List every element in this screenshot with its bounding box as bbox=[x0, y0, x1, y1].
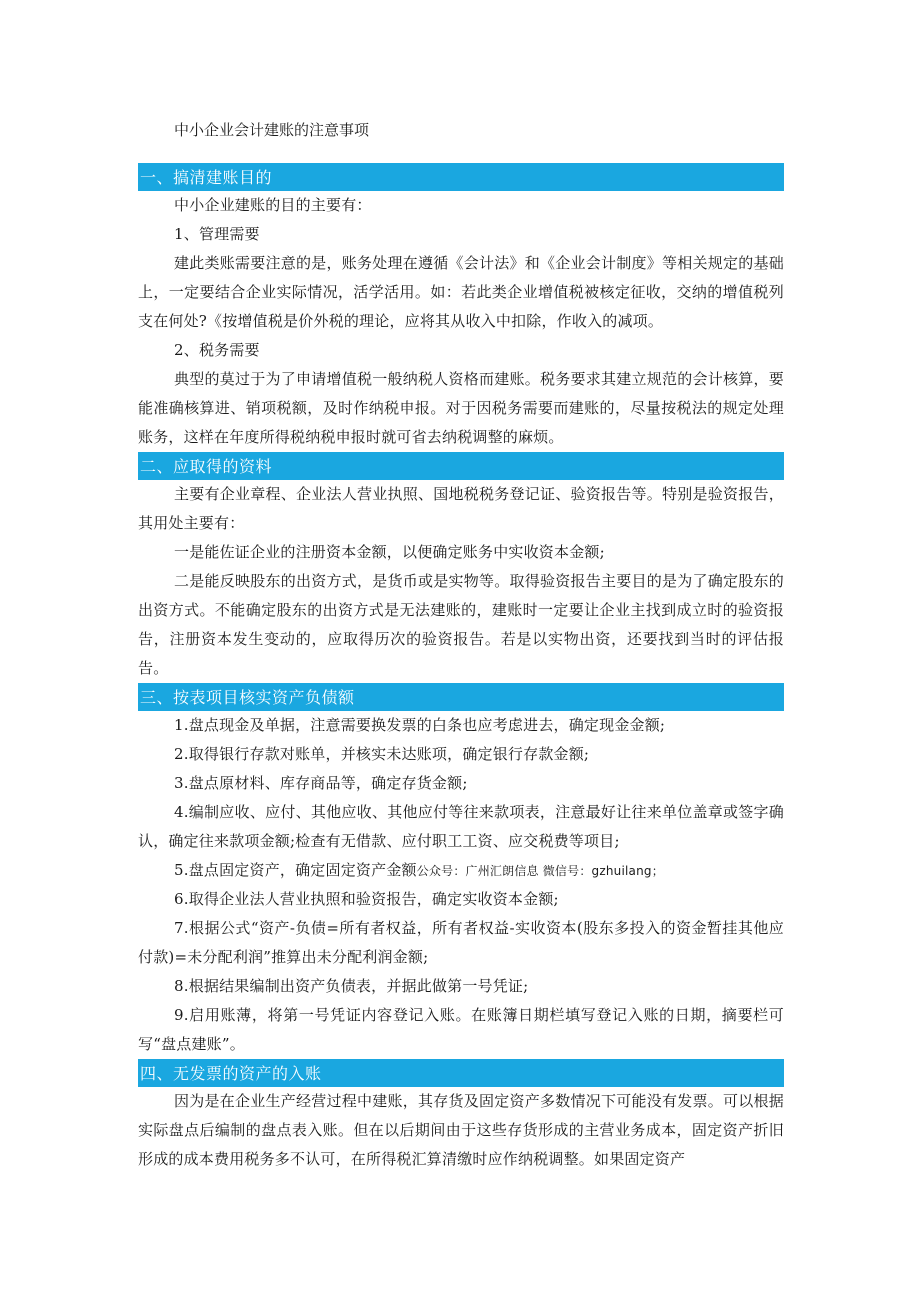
paragraph: 建此类账需要注意的是，账务处理在遵循《会计法》和《企业会计制度》等相关规定的基础上，一定要结合企业实际情况，活学活用。如：若此类企业增值税被核定征收，交纳的增值税列支在何处?《按增值税是价外税的理论，应将其从收入中扣除，作收入的减项。 bbox=[138, 254, 784, 330]
paragraph: 典型的莫过于为了申请增值税一般纳税人资格而建账。税务要求其建立规范的会计核算，要能准确核算进、销项税额，及时作纳税申报。对于因税务需要而建账的，尽量按税法的规定处理账务，这样在年度所得税纳税申报时就可省去纳税调整的麻烦。 bbox=[138, 370, 784, 446]
list-item: 6.取得企业法人营业执照和验资报告，确定实收资本金额; bbox=[174, 890, 559, 908]
document-title: 中小企业会计建账的注意事项 bbox=[174, 121, 370, 139]
paragraph: 一是能佐证企业的注册资本金额，以便确定账务中实收资本金额; bbox=[174, 543, 605, 561]
list-item: 1.盘点现金及单据，注意需要换发票的白条也应考虑进去，确定现金金额; bbox=[174, 716, 666, 734]
inline-note: 公众号：广州汇朗信息 微信号：gzhuilang； bbox=[416, 864, 664, 878]
paragraph: 主要有企业章程、企业法人营业执照、国地税税务登记证、验资报告等。特别是验资报告，其用处主要有： bbox=[138, 485, 784, 532]
list-item bbox=[138, 856, 784, 885]
list-item: 9.启用账薄，将第一号凭证内容登记入账。在账簿日期栏填写登记入账的日期，摘要栏可写“盘点建账”。 bbox=[138, 1006, 784, 1053]
list-item: 7.根据公式“资产-负债=所有者权益，所有者权益-实收资本(股东多投入的资金暂挂其他应付款)=未分配利润”推算出未分配利润金额; bbox=[138, 919, 784, 966]
list-item: 8.根据结果编制出资产负债表，并据此做第一号凭证; bbox=[174, 977, 529, 995]
paragraph: 二是能反映股东的出资方式，是货币或是实物等。取得验资报告主要目的是为了确定股东的出资方式。不能确定股东的出资方式是无法建账的，建账时一定要让企业主找到成立时的验资报告，注册资本发生变动的，应取得历次的验资报告。若是以实物出资，还要找到当时的评估报告。 bbox=[138, 572, 784, 677]
paragraph: 中小企业建账的目的主要有： bbox=[174, 196, 372, 214]
list-item: 4.编制应收、应付、其他应收、其他应付等往来款项表，注意最好让往来单位盖章或签字确认，确定往来款项金额;检查有无借款、应付职工工资、应交税费等项目; bbox=[138, 803, 784, 850]
paragraph: 1、管理需要 bbox=[174, 225, 260, 243]
list-item-text: 5.盘点固定资产，确定固定资产金额 bbox=[174, 861, 417, 879]
paragraph: 因为是在企业生产经营过程中建账，其存货及固定资产多数情况下可能没有发票。可以根据实际盘点后编制的盘点表入账。但在以后期间由于这些存货形成的主营业务成本，固定资产折旧形成的成本费用税务多不认可，在所得税汇算清缴时应作纳税调整。如果固定资产 bbox=[138, 1092, 784, 1168]
document-page bbox=[138, 0, 784, 1174]
paragraph: 2、税务需要 bbox=[174, 341, 260, 359]
section-heading-1: 一、搞清建账目的 bbox=[138, 163, 784, 191]
section-heading-3: 三、按表项目核实资产负债额 bbox=[138, 683, 784, 711]
section-heading-4: 四、无发票的资产的入账 bbox=[138, 1059, 784, 1087]
list-item: 2.取得银行存款对账单，并核实未达账项，确定银行存款金额; bbox=[174, 745, 590, 763]
section-heading-2: 二、应取得的资料 bbox=[138, 452, 784, 480]
list-item: 3.盘点原材料、库存商品等，确定存货金额; bbox=[174, 774, 468, 792]
